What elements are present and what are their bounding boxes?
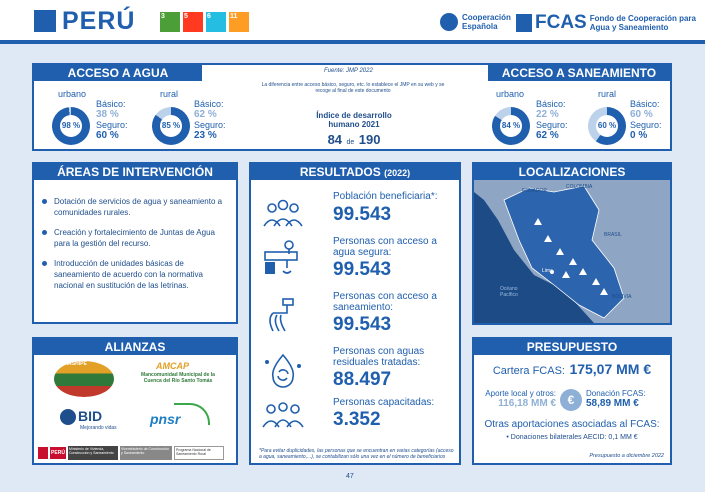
agua-rural-seguro: 23 %	[194, 130, 217, 141]
san-urbano-pct: 84 %	[500, 115, 522, 137]
san-urbano-basico: 22 %	[536, 109, 559, 120]
donacion-block	[586, 389, 668, 409]
map-label-bolivia: BOLIVIA	[612, 294, 632, 300]
agua-rural-basico: 62 %	[194, 109, 217, 120]
san-rural-pct: 60 %	[596, 115, 618, 137]
fcas-short: FCAS	[535, 12, 587, 33]
result-value: 88.497	[333, 369, 392, 390]
map-label-lima: Lima	[542, 268, 553, 274]
san-urbano-seguro: 62 %	[536, 130, 559, 141]
fcas-name: Fondo de Cooperación para Agua y Saneamiento	[589, 14, 696, 32]
fcas-logo	[516, 12, 700, 34]
presupuesto-fecha: Presupuesto a diciembre 2022	[589, 453, 664, 459]
agua-rural-label: rural	[160, 89, 179, 99]
seguro-label: Seguro:	[536, 120, 568, 130]
result-value: 99.543	[333, 204, 392, 225]
basico-label: Básico:	[96, 99, 126, 109]
amcap-logo-text: AMCAP	[156, 361, 189, 371]
result-label: Personas capacitadas:	[333, 397, 435, 408]
people-group-icon	[261, 196, 305, 232]
result-row	[261, 289, 451, 337]
seguro-label: Seguro:	[194, 120, 226, 130]
areas-header: ÁREAS DE INTERVENCIÓN	[34, 164, 236, 180]
euro-icon: €	[560, 389, 582, 411]
resultados-panel	[249, 162, 461, 465]
otras-label: Otras aportaciones asociadas al FCAS:	[484, 419, 660, 430]
seguro-label: Seguro:	[96, 120, 128, 130]
idh-value	[304, 131, 404, 149]
donacion-label: Donación FCAS:	[586, 389, 646, 398]
basico-label: Básico:	[194, 99, 224, 109]
gov-banner	[38, 445, 232, 461]
san-rural-donut	[588, 107, 626, 145]
pnsr-swoosh-icon	[174, 403, 210, 425]
map-label-ecuador: ECUADOR	[522, 188, 548, 194]
cooperacion-icon	[440, 13, 458, 31]
saneamiento-header: ACCESO A SANEAMIENTO	[488, 65, 670, 81]
training-people-icon	[261, 399, 305, 435]
bid-tagline: Mejorando vidas	[80, 425, 117, 431]
agua-rural-donut	[152, 107, 190, 145]
gov-programa: Programa Nacional de Saneamiento Rural	[174, 446, 224, 460]
peru-shield-icon	[38, 447, 48, 459]
fuente-note: Fuente: JMP 2022	[324, 68, 373, 74]
idh-total: 190	[358, 132, 381, 147]
result-row	[261, 397, 451, 437]
amcap-name: Mancomunidad Municipal de la Cuenca del Río Santo Tomás	[141, 372, 215, 384]
sdg-badge-icon: 11	[229, 12, 249, 32]
agua-urbano-pct: 98 %	[60, 115, 82, 137]
sdg-badges	[160, 12, 249, 32]
bid-icon	[60, 409, 76, 425]
result-row	[261, 234, 451, 282]
result-value: 3.352	[333, 409, 381, 430]
san-rural-stats	[630, 99, 662, 141]
bilateral-item: • Donaciones bilaterales AECID: 0,1 MM €	[506, 434, 638, 441]
agua-urbano-donut	[52, 107, 90, 145]
agua-urbano-seguro: 60 %	[96, 130, 119, 141]
list-item: Introducción de unidades básicas de saneamiento de acuerdo con la normativa nacional en sustitución de las letrinas.	[40, 258, 230, 291]
mashipe-label: MASHIPE	[64, 361, 87, 367]
resultados-title: RESULTADOS	[299, 165, 381, 179]
map-label-brasil: BRASIL	[604, 232, 622, 238]
resultados-footnote: *Para evitar duplicidades, las personas que se encuentran en varias categorías (acceso a agua, saneamiento,...), se contabilizan sólo una vez en el número de beneficiarios	[259, 448, 454, 460]
agua-rural-stats	[194, 99, 226, 141]
water-recycle-icon	[261, 352, 305, 388]
result-label: Población beneficiaria*:	[333, 191, 438, 202]
alianzas-header: ALIANZAS	[34, 339, 236, 355]
pipe-outflow-icon	[261, 297, 305, 333]
aporte-block	[478, 389, 556, 409]
presupuesto-panel	[472, 337, 672, 465]
result-row	[261, 188, 451, 228]
cooperacion-name: Cooperación Española	[462, 13, 511, 31]
san-urbano-donut	[492, 107, 530, 145]
result-label: Personas con acceso a agua segura:	[333, 236, 437, 258]
cartera-label: Cartera FCAS:	[492, 365, 565, 377]
agua-urbano-label: urbano	[58, 89, 87, 99]
page-number: 47	[346, 473, 354, 480]
country-emblem-icon	[34, 10, 56, 32]
sdg-badge-icon: 5	[183, 12, 203, 32]
idh-de: de	[346, 139, 355, 146]
country-title: PERÚ	[62, 7, 136, 35]
gov-ministerio: Ministerio de Vivienda, Construcción y Saneamiento	[68, 446, 118, 460]
jmp-note: La diferencia entre acceso básico, seguro, etc. lo establece el JMP en su web y se recoge al final de este documento	[261, 82, 445, 94]
cartera-value: 175,07 MM €	[569, 361, 652, 377]
basico-label: Básico:	[630, 99, 660, 109]
idh-title: Índice de desarrollo humano 2021	[316, 111, 392, 129]
agua-header: ACCESO A AGUA	[34, 65, 202, 81]
access-panel	[32, 63, 672, 151]
sdg-badge-icon: 6	[206, 12, 226, 32]
list-item: Dotación de servicios de agua y saneamiento a comunidades rurales.	[40, 196, 230, 218]
result-value: 99.543	[333, 314, 392, 335]
cooperacion-espanola-logo	[440, 13, 520, 31]
result-value: 99.543	[333, 259, 392, 280]
basico-label: Básico:	[536, 99, 566, 109]
areas-list	[40, 196, 230, 300]
san-rural-seguro: 0 %	[630, 130, 648, 141]
result-label: Personas con acceso a saneamiento:	[333, 291, 437, 313]
page-header	[0, 0, 705, 44]
san-rural-label: rural	[598, 89, 617, 99]
result-row	[261, 344, 451, 392]
agua-urbano-basico: 38 %	[96, 109, 119, 120]
donacion-value: 58,89 MM €	[586, 398, 639, 409]
seguro-label: Seguro:	[630, 120, 662, 130]
pnsr-logo: pnsr	[150, 411, 181, 427]
sdg-badge-icon: 3	[160, 12, 180, 32]
fcas-icon	[516, 14, 532, 32]
water-tap-icon	[261, 240, 305, 276]
map-label-ocean: Océano Pacífico	[500, 286, 518, 298]
resultados-header	[251, 164, 459, 180]
list-item: Creación y fortalecimiento de Juntas de Agua para la gestión del recurso.	[40, 227, 230, 249]
agua-rural-pct: 85 %	[160, 115, 182, 137]
aporte-label: Aporte local y otros:	[485, 389, 556, 398]
san-rural-basico: 60 %	[630, 109, 653, 120]
gov-vice: Viceministerio de Construcción y Saneamiento	[120, 446, 172, 460]
presupuesto-header: PRESUPUESTO	[474, 339, 670, 355]
agua-urbano-stats	[96, 99, 128, 141]
gov-peru: PERÚ	[50, 447, 66, 459]
bid-logo: BID	[78, 408, 103, 424]
areas-panel	[32, 162, 238, 324]
peru-map	[474, 180, 670, 323]
result-label: Personas con aguas residuales tratadas:	[333, 346, 425, 368]
alianzas-panel	[32, 337, 238, 465]
san-urbano-stats	[536, 99, 568, 141]
cartera-row	[474, 361, 670, 379]
aporte-value: 116,18 MM €	[498, 398, 556, 409]
localizaciones-header: LOCALIZACIONES	[474, 164, 670, 180]
san-urbano-label: urbano	[496, 89, 525, 99]
map-label-colombia: COLOMBIA	[566, 184, 593, 190]
idh-rank: 84	[327, 132, 343, 147]
localizaciones-panel	[472, 162, 672, 325]
resultados-year: (2022)	[384, 168, 411, 178]
